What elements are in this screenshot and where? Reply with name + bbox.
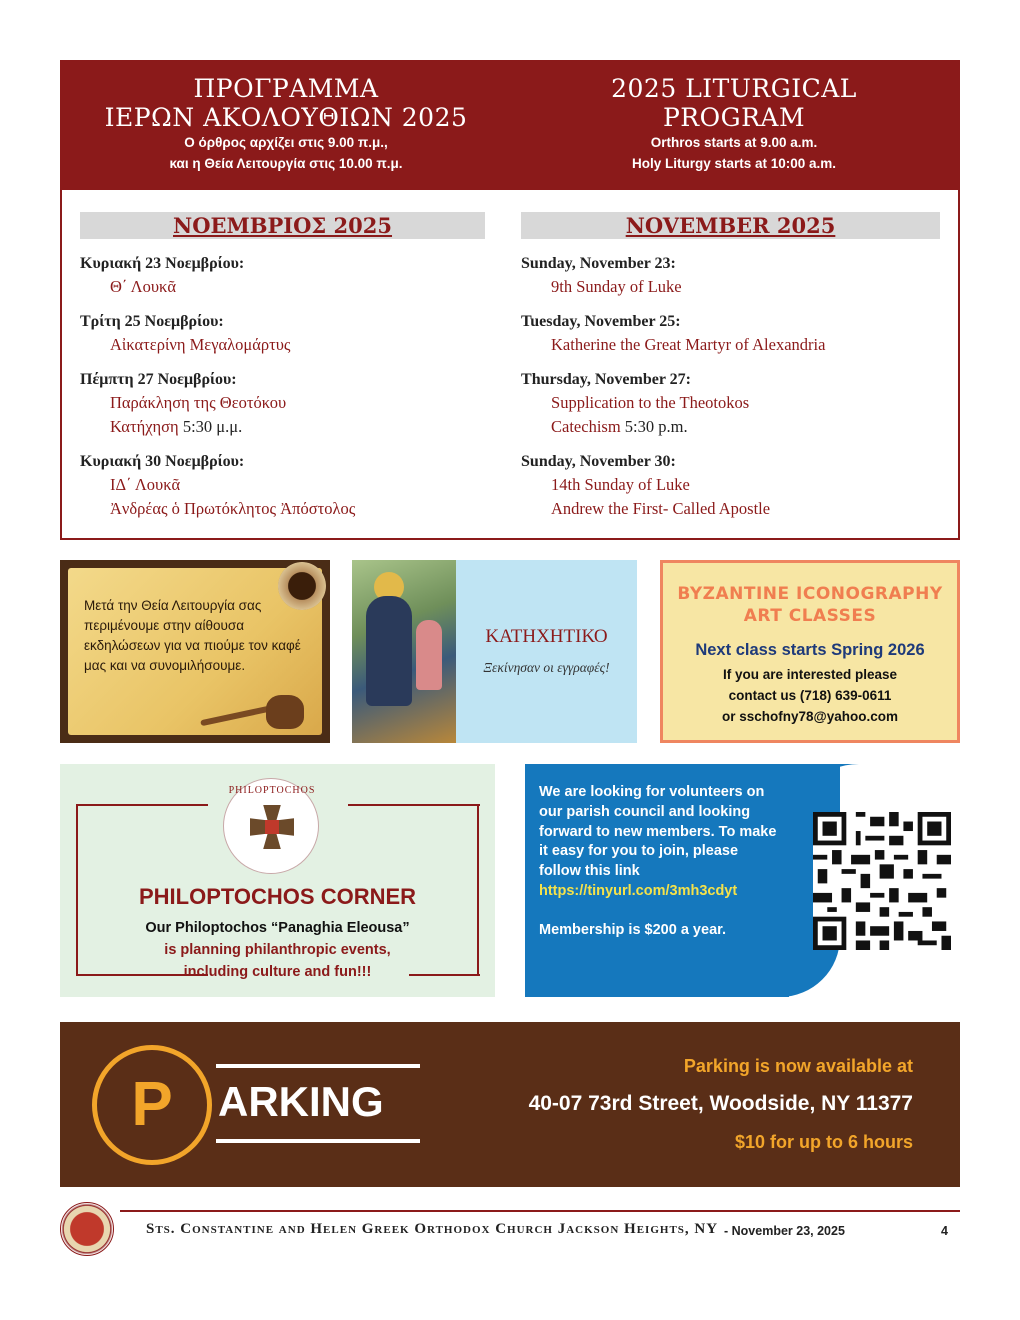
frame-bottom-right [418,974,480,976]
philoptochos-line-1: Our Philoptochos “Panaghia Eleousa” [145,920,410,936]
parking-banner [60,1022,960,1187]
parking-available-text: Parking is now available at [683,1056,913,1076]
child-figure-icon [416,620,442,690]
schedule-day [521,450,940,521]
day-service: Katherine the Great Martyr of Alexandria [551,335,826,354]
day-service: Παράκληση της Θεοτόκου [110,393,287,412]
schedule-day [521,310,940,357]
day-service: Supplication to the Theotokos [551,393,750,412]
volunteers-message: We are looking for volunteers on our parish council and looking forward to new members. To make it easy for you to join, please follow this link [539,784,777,880]
catechism-title: ΚΑΤΗΧΗΤΙΚΟ [485,626,608,647]
day-label: Thursday, November 27: [521,371,691,388]
philoptochos-line-2: is planning philanthropic events, [164,942,391,958]
parking-word: ARKING [218,1078,384,1125]
greek-subtitle-line-2: και η Θεία Λειτουργία στις 10.00 π.μ. [169,156,403,171]
footer-rule [120,1210,960,1212]
membership-fee: Membership is $200 a year. [539,921,726,938]
iconography-contact-phone: contact us (718) 639-0611 [728,688,892,703]
greek-month-heading: ΝΟΕΜΒΡΙΟΣ 2025 [80,212,485,239]
english-subtitle-line-1: Orthros starts at 9.00 a.m. [650,135,818,150]
greek-title-line-1: ΠΡΟΓΡΑΜΜΑ [193,74,379,103]
frame-top-right [348,804,480,806]
day-label: Tuesday, November 25: [521,313,681,330]
schedule-day [80,310,485,357]
english-month-heading: NOVEMBER 2025 [521,212,940,239]
day-service: 9th Sunday of Luke [551,277,682,296]
parking-rule-bottom [216,1139,420,1143]
english-subtitle-line-2: Holy Liturgy starts at 10:00 a.m. [631,156,837,171]
christ-with-children-icon [352,560,456,743]
service-time: 5:30 p.m. [624,417,688,436]
philoptochos-title: PHILOPTOCHOS CORNER [138,884,417,909]
day-service [80,415,485,439]
parking-p-letter: P [131,1070,173,1139]
page-number: 4 [941,1224,948,1238]
iconography-info-line: If you are interested please [722,667,898,682]
coffee-hour-box [60,560,330,743]
christ-figure-icon [366,596,412,706]
philoptochos-line-3: including culture and fun!!! [183,964,372,980]
volunteers-text-block [539,783,779,941]
english-title-line-1: 2025 LITURGICAL [611,74,857,103]
coffee-paper [68,568,322,735]
catechism-box [352,560,637,743]
day-label: Πέμπτη 27 Νοεμβρίου: [80,371,237,388]
greek-subtitle-line-1: Ο όρθρος αρχίζει στις 9.00 π.μ., [184,135,388,150]
iconography-contact-email[interactable]: or sschofny78@yahoo.com [722,709,898,724]
qr-code-icon[interactable] [813,812,951,950]
day-service: Ἀνδρέας ὁ Πρωτόκλητος Ἀπόστολος [110,499,356,518]
catechism-subtitle: Ξεκίνησαν οι εγγραφές! [483,660,610,675]
coffee-pot-icon [266,695,304,729]
volunteers-box [525,764,958,997]
frame-bottom-left [76,974,136,976]
liturgical-body [62,190,958,532]
day-service: Θ΄ Λουκᾶ [110,277,176,296]
liturgical-program [60,60,960,540]
day-service: Andrew the First- Called Apostle [551,499,771,518]
day-label: Sunday, November 23: [521,255,676,272]
footer-church-name: Sts. Constantine and Helen Greek Orthodox Church Jackson Heights, NY [146,1221,719,1237]
liturgical-header [62,62,958,190]
schedule-day [521,368,940,439]
greek-schedule [80,212,485,532]
schedule-day [521,252,940,299]
parking-p-icon [92,1045,212,1165]
day-service: ΙΔ΄ Λουκᾶ [110,475,181,494]
english-schedule [521,212,940,532]
iconography-classes-box [660,560,960,743]
briki-handle-icon [200,706,270,726]
parking-price: $10 for up to 6 hours [734,1132,913,1152]
service-name: Catechism [551,417,621,436]
parking-address: 40-07 73rd Street, Woodside, NY 11377 [528,1092,913,1115]
iconography-title-line-2: ART CLASSES [743,606,877,626]
philoptochos-logo [223,778,319,874]
greek-title-line-2: ΙΕΡΩΝ ΑΚΟΛΟΥΘΙΩΝ 2025 [104,103,468,132]
footer-date: - November 23, 2025 [724,1224,845,1238]
day-label: Τρίτη 25 Νοεμβρίου: [80,313,224,330]
coffee-hour-text: Μετά την Θεία Λειτουργία σας περιμένουμε στην αίθουσα εκδηλώσεων για να πιούμε τον καφέ μας και να συνομιλήσουμε. [84,598,301,673]
philoptochos-logo-text: PHILOPTOCHOS [228,785,316,796]
parking-rule-top [216,1064,420,1068]
day-label: Κυριακή 30 Νοεμβρίου: [80,453,245,470]
church-seal-icon [60,1202,114,1256]
schedule-day [80,368,485,439]
greek-header [62,62,510,190]
english-header [510,62,958,190]
day-label: Κυριακή 23 Νοεμβρίου: [80,255,245,272]
schedule-day [80,450,485,521]
membership-link[interactable]: https://tinyurl.com/3mh3cdyt [539,882,738,899]
iconography-next-class: Next class starts Spring 2026 [695,641,925,659]
philoptochos-box [60,764,495,997]
schedule-day [80,252,485,299]
english-title-line-2: PROGRAM [662,103,806,132]
day-service: 14th Sunday of Luke [551,475,690,494]
iconography-title-line-1: BYZANTINE ICONOGRAPHY [677,584,943,604]
service-time: 5:30 μ.μ. [182,417,243,436]
cross-center-icon [265,820,279,834]
day-label: Sunday, November 30: [521,453,676,470]
service-name: Κατήχηση [110,417,179,436]
day-service [521,415,940,439]
day-service: Αἰκατερίνη Μεγαλομάρτυς [110,335,291,354]
